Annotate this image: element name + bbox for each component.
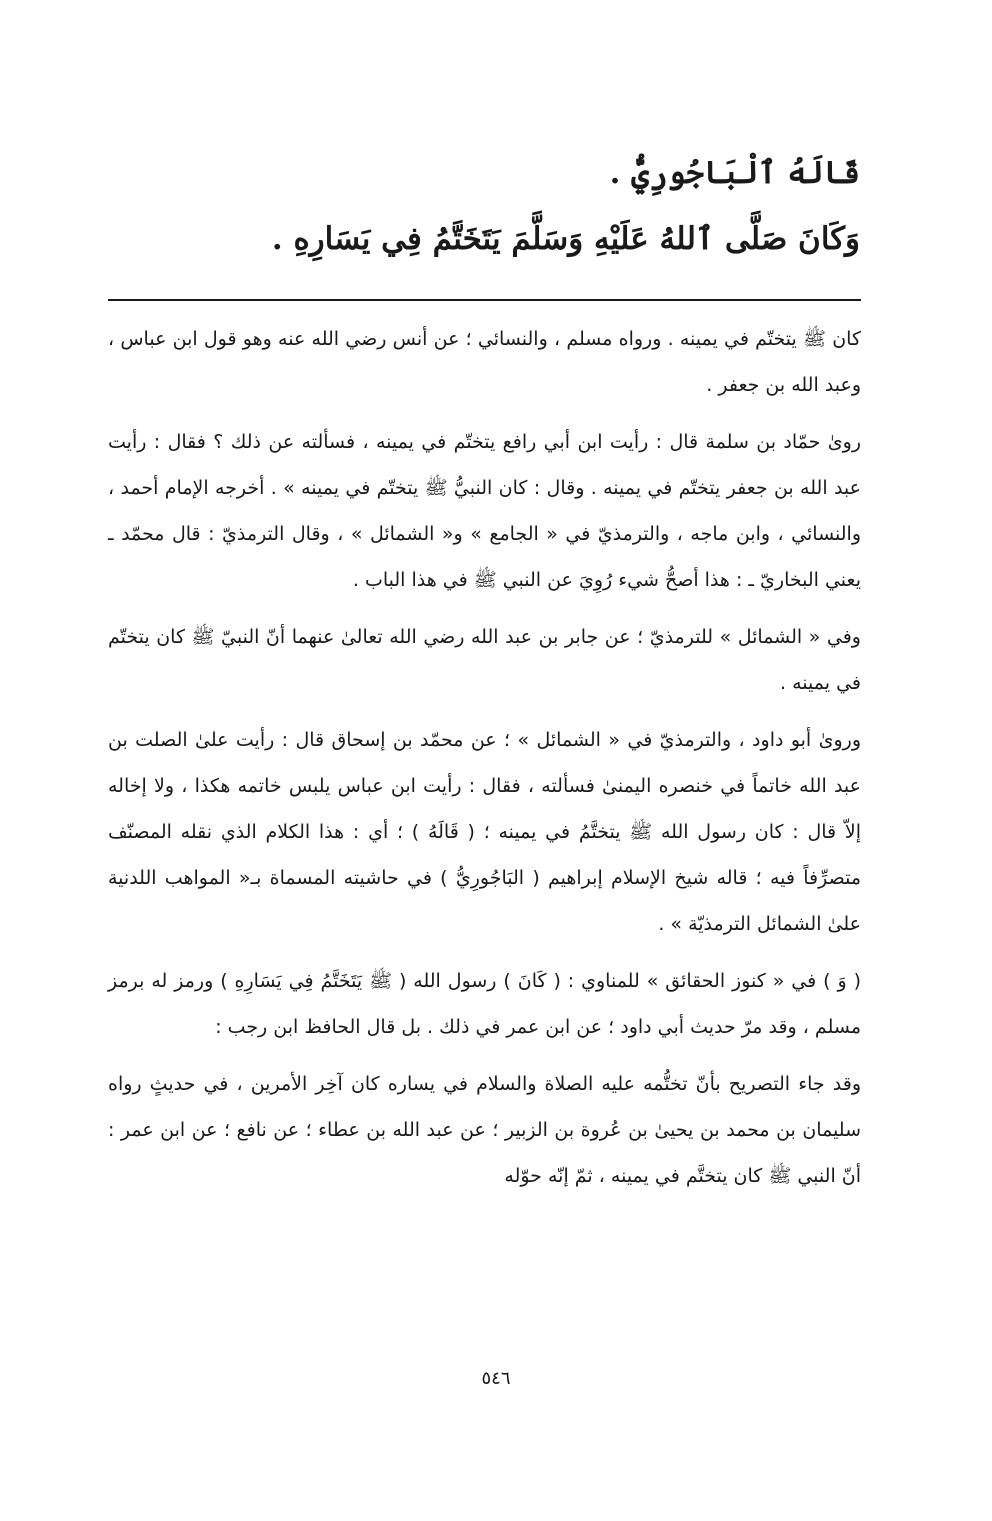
commentary-paragraph-4: وروىٰ أبو داود ، والترمذيّ في « الشمائل » ؛ عن محمّد بن إسحاق قال : رأيت علىٰ الصلت بن عبد الله خاتماً في خنصره اليمنىٰ فسألته ، فقال : رأيت ابن عباس يلبس خاتمه هكذا ، ولا إخاله إلاّ قال : كان رسول الله ﷺ يتختَّمُ في يمينه ؛ ( قَالَهُ ) ؛ أي : هذا الكلام الذي نقله المصنّف متصرِّفاً فيه ؛ قاله شيخ الإسلام إبراهيم ( البَاجُورِيُّ ) في حاشيته المسماة بـ« المواهب اللدنية علىٰ الشمائل الترمذيّة » . xyxy=(108,729,861,935)
commentary-paragraph-5: ( وَ ) في « كنوز الحقائق » للمناوي : ( كَانَ ) رسول الله ( ﷺ يَتَخَتَّمُ فِي يَسَارِهِ ) ورمز له برمز مسلم ، وقد مرّ حديث أبي داود ؛ عن ابن عمر في ذلك . بل قال الحافظ ابن رجب : xyxy=(108,970,861,1038)
page-number: ٥٤٦ xyxy=(481,1368,511,1389)
commentary-paragraph-6: وقد جاء التصريح بأنّ تختُّمه عليه الصلاة والسلام في يساره كان آخِر الأمرين ، في حديثٍ رواه سليمان بن محمد بن يحيىٰ بن عُروة بن الزبير ؛ عن عبد الله بن عطاء ؛ عن نافع ؛ عن ابن عمر : أنّ النبي ﷺ كان يتختَّم في يمينه ، ثمّ إنّه حوّله xyxy=(108,1073,861,1187)
separator-rule xyxy=(108,299,861,301)
commentary-text xyxy=(108,316,861,1210)
matn-line-1: قَالَهُ ٱلْبَاجُورِيُّ . xyxy=(609,155,860,191)
commentary-paragraph-2: روىٰ حمّاد بن سلمة قال : رأيت ابن أبي رافع يتختّم في يمينه ، فسألته عن ذلك ؟ فقال : رأيت عبد الله بن جعفر يتختّم في يمينه . وقال : كان النبيُّ ﷺ يتختّم في يمينه » . أخرجه الإمام أحمد ، والنسائي ، وابن ماجه ، والترمذيّ في « الجامع » و« الشمائل » ، وقال الترمذيّ : قال محمّد ـ يعني البخاريّ ـ : هذا أصحُّ شيء رُوِيَ عن النبي ﷺ في هذا الباب . xyxy=(108,431,861,591)
matn-text xyxy=(100,140,860,272)
commentary-paragraph-1: كان ﷺ يتختّم في يمينه . ورواه مسلم ، والنسائي ؛ عن أنس رضي الله عنه وهو قول ابن عباس ، وعبد الله بن جعفر . xyxy=(108,328,861,396)
matn-line-2: وَكَانَ صَلَّى ٱللهُ عَلَيْهِ وَسَلَّمَ يَتَخَتَّمُ فِي يَسَارِهِ . xyxy=(271,221,860,257)
commentary-paragraph-3: وفي « الشمائل » للترمذيّ ؛ عن جابر بن عبد الله رضي الله تعالىٰ عنهما أنّ النبيّ ﷺ كان يتختّم في يمينه . xyxy=(108,626,861,694)
